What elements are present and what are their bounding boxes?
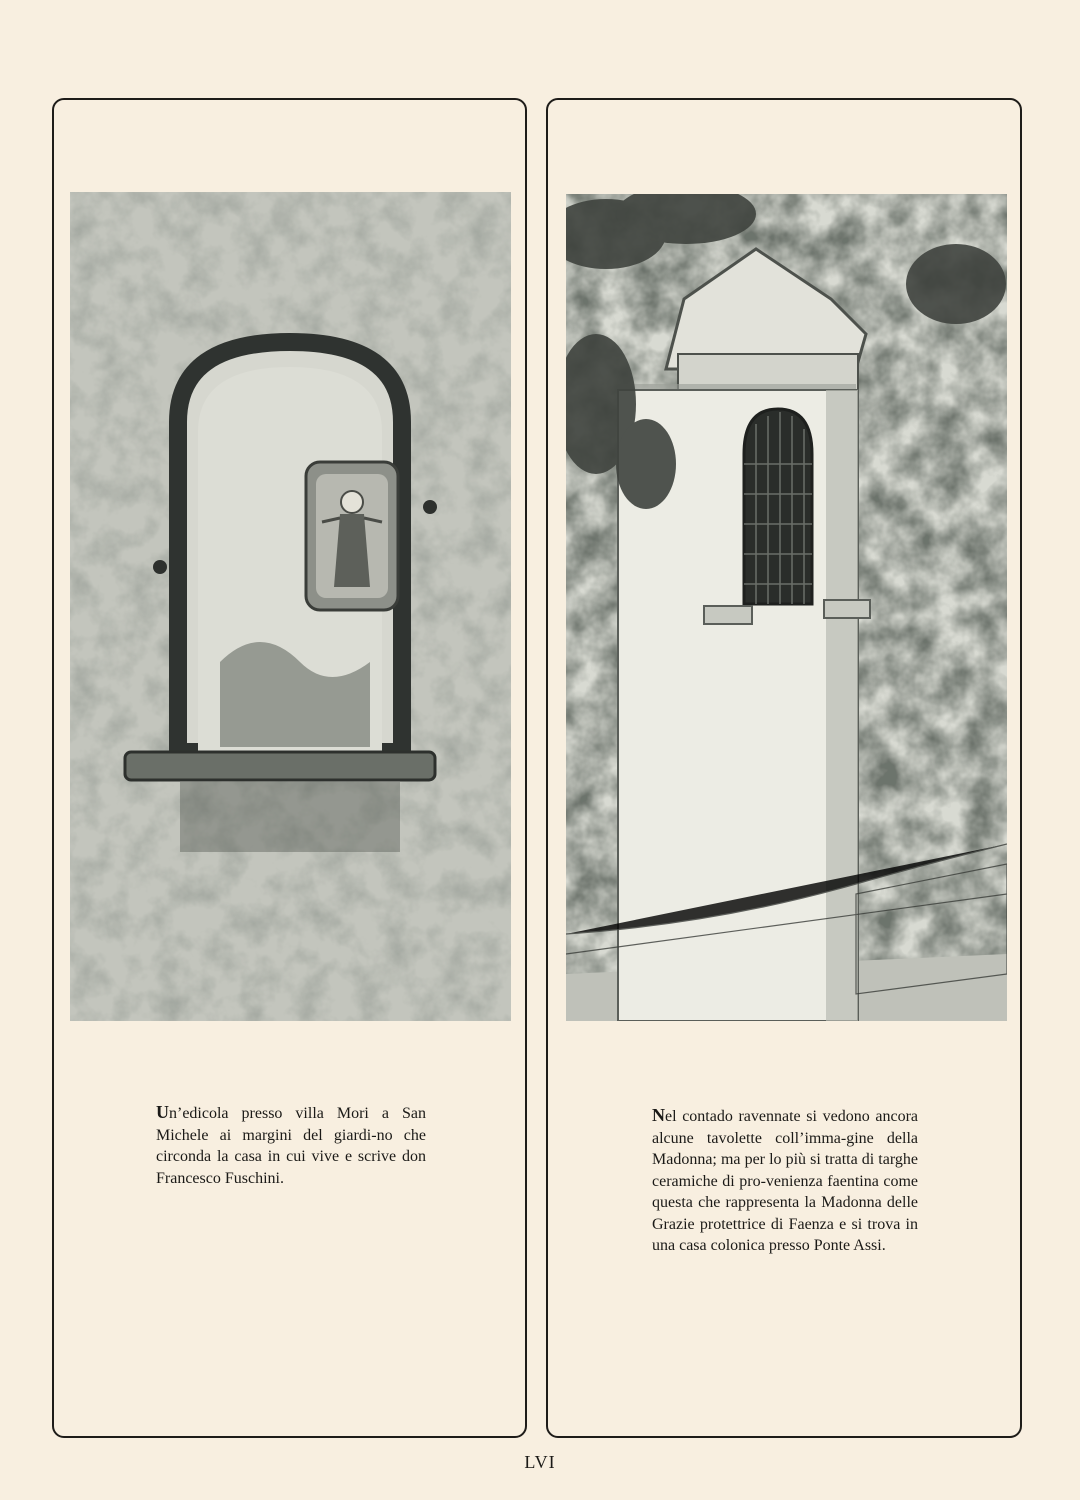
shrine-niche-illustration bbox=[70, 192, 511, 1021]
caption-text: n’edicola presso villa Mori a San Michele ai margini del giardi-no che circonda la casa in cui vive e scrive don Francesco Fuschini. bbox=[156, 1105, 426, 1187]
shrine-niche-photo bbox=[70, 192, 511, 1021]
page-number: LVI bbox=[524, 1452, 556, 1472]
right-panel-frame bbox=[546, 98, 1022, 1438]
roadside-pillar-shrine-photo bbox=[566, 194, 1007, 1021]
caption-text: el contado ravennate si vedono ancora alcune tavolette coll’imma-gine della Madonna; ma per lo più si tratta di targhe ceramiche di pro-venienza faentina come questa che rappresenta la Madonna delle Grazie protettrice di Faenza e si trova in una casa colonica presso Ponte Assi. bbox=[652, 1108, 918, 1254]
caption-initial: N bbox=[652, 1105, 665, 1125]
caption-left bbox=[156, 1102, 426, 1189]
pillar-shrine-illustration bbox=[566, 194, 1007, 1021]
caption-right bbox=[652, 1105, 918, 1257]
left-panel-frame bbox=[52, 98, 527, 1438]
caption-initial: U bbox=[156, 1102, 169, 1122]
